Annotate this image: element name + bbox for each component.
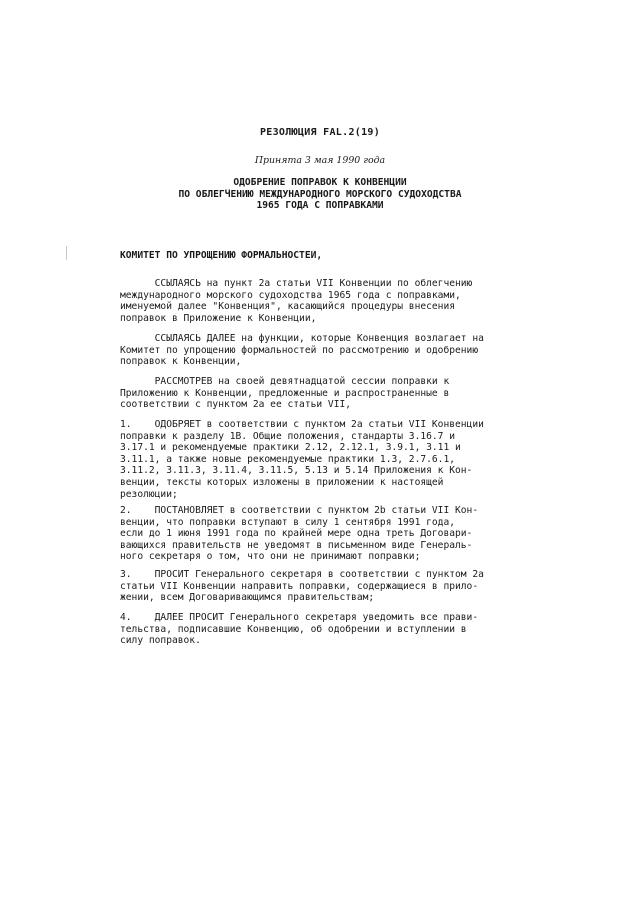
text-line: ССЫЛАЯСЬ ДАЛЕЕ на функции, которые Конвенция возлагает на xyxy=(120,333,484,344)
text-line: 3.17.1 и рекомендуемые практики 2.12, 2.12.1, 3.9.1, 3.11 и xyxy=(120,442,461,454)
text-line: РАССМОТРЕВ на своей девятнадцатой сессии поправки к xyxy=(120,376,450,387)
text-line: 1. ОДОБРЯЕТ в соответствии с пунктом 2a статьи VII Конвенции xyxy=(120,419,484,430)
text-line: 4. ДАЛЕЕ ПРОСИТ Генерального секретаря уведомить все прави- xyxy=(120,612,479,623)
text-line: вающихся правительств не уведомят в письменном виде Генераль- xyxy=(120,539,473,551)
operative-item-3 xyxy=(120,569,530,604)
text-line: КОМИТЕТ ПО УПРОЩЕНИЮ ФОРМАЛЬНОСТЕЙ, xyxy=(120,250,323,261)
text-line: 3. ПРОСИТ Генерального секретаря в соответствии с пунктом 2a xyxy=(120,569,484,580)
text-line: жении, всем Договаривающимся правительствам; xyxy=(120,592,375,604)
text-line: поправки к разделу 1B. Общие положения, стандарты 3.16.7 и xyxy=(120,430,456,442)
heading-line-1: ОДОБРЕНИЕ ПОПРАВОК К КОНВЕНЦИИ xyxy=(233,177,407,188)
recital-3 xyxy=(120,376,530,411)
recital-2 xyxy=(120,333,530,368)
heading-line-3: 1965 ГОДА С ПОПРАВКАМИ xyxy=(256,200,384,211)
text-line: 3.11.2, 3.11.3, 3.11.4, 3.11.5, 5.13 и 5.14 Приложения к Кон- xyxy=(120,465,473,477)
text-line: статьи VII Конвенции направить поправки, содержащиеся в прило- xyxy=(120,580,479,592)
adoption-date: Принята 3 мая 1990 года xyxy=(254,155,386,166)
operative-item-1 xyxy=(120,419,530,500)
text-line: именуемой далее "Конвенция", касающийся процедуры внесения xyxy=(120,301,456,313)
text-line: Приложению к Конвенции, предложенные и распространенные в xyxy=(120,387,450,399)
heading-line-2: ПО ОБЛЕГЧЕНИЮ МЕЖДУНАРОДНОГО МОРСКОГО СУДОХОДСТВА xyxy=(178,189,462,200)
text-line: соответствии с пунктом 2a ее статьи VII, xyxy=(120,399,352,411)
margin-mark xyxy=(66,246,67,260)
text-line: ного секретаря о том, что они не принимают поправки; xyxy=(120,551,421,563)
resolution-title: РЕЗОЛЮЦИЯ FAL.2(19) xyxy=(259,127,381,138)
text-line: Комитет по упрощению формальностей по рассмотрению и одобрению xyxy=(120,344,479,356)
text-line: силу поправок. xyxy=(120,635,201,647)
text-line: международного морского судоходства 1965 года с поправками, xyxy=(120,289,461,301)
text-line: ССЫЛАЯСЬ на пункт 2a статьи VII Конвенции по облегчению xyxy=(120,278,473,289)
text-line: поправок к Конвенции, xyxy=(120,356,242,368)
text-line: резолюции; xyxy=(120,488,178,500)
operative-item-4 xyxy=(120,612,530,647)
text-line: тельства, подписавшие Конвенцию, об одобрении и вступлении в xyxy=(120,623,467,635)
recital-1 xyxy=(120,278,530,324)
operative-item-2 xyxy=(120,505,530,563)
text-line: если до 1 июня 1991 года по крайней мере одна треть Договари- xyxy=(120,528,473,540)
committee-line xyxy=(120,250,530,262)
text-line: венции, тексты которых изложены в приложении к настоящей xyxy=(120,476,444,488)
text-line: 2. ПОСТАНОВЛЯЕТ в соответствии с пунктом 2b статьи VII Кон- xyxy=(120,505,479,516)
text-line: поправок в Приложение к Конвенции, xyxy=(120,312,317,324)
text-line: венции, что поправки вступают в силу 1 сентября 1991 года, xyxy=(120,516,456,528)
text-line: 3.11.1, а также новые рекомендуемые практики 1.3, 2.7.6.1, xyxy=(120,453,456,465)
